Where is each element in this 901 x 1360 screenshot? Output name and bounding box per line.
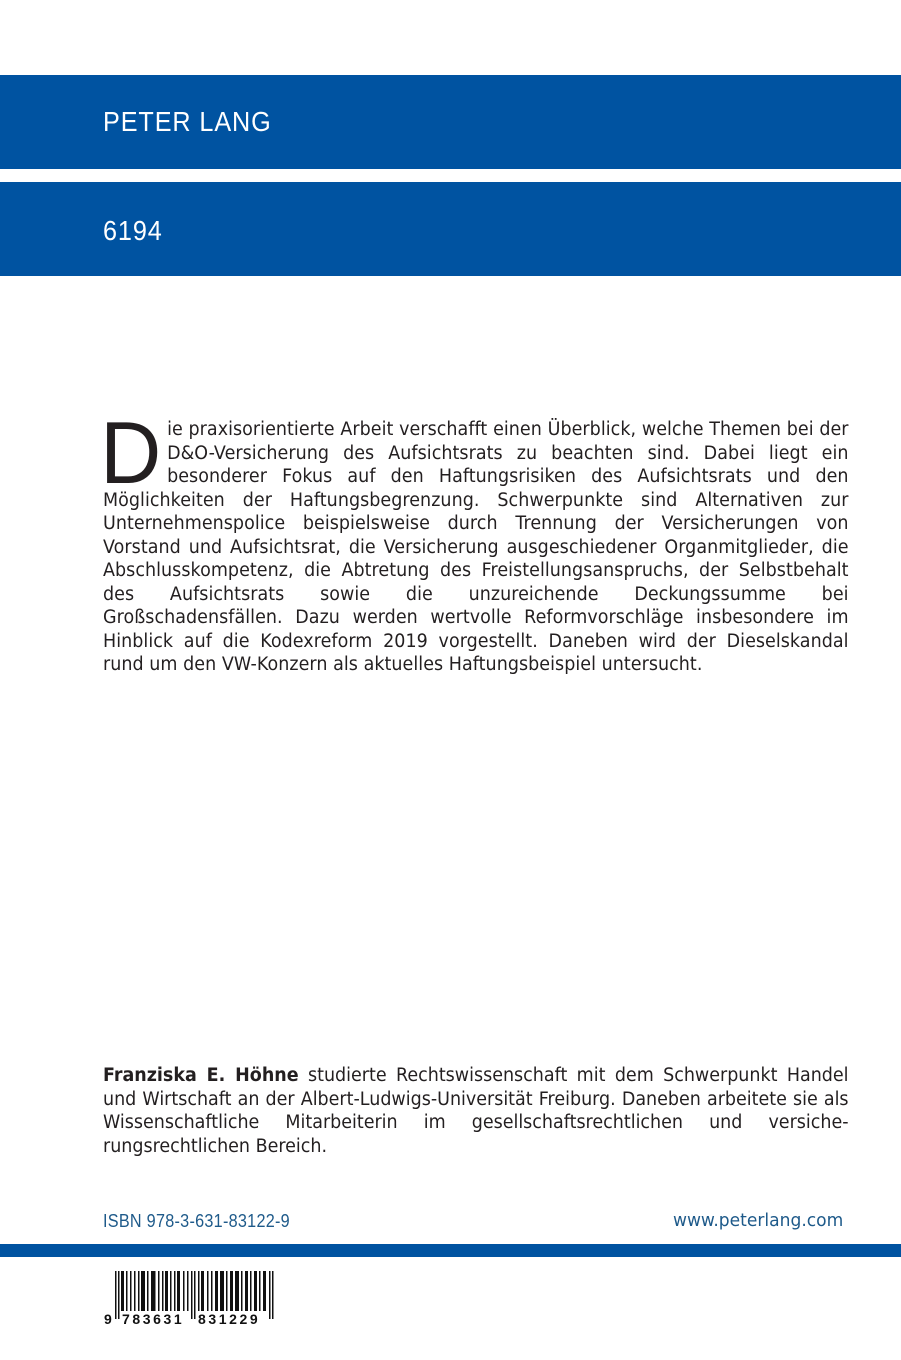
author-name: Franziska E. Höhne [103, 1065, 299, 1086]
isbn-label: ISBN 978-3-631-83122-9 [103, 1211, 290, 1231]
author-bio [103, 1064, 849, 1158]
drop-cap: D [100, 403, 162, 502]
publisher-name: PETER LANG [103, 106, 272, 137]
website-link[interactable]: www.peterlang.com [672, 1210, 843, 1231]
footer-stripe [0, 1244, 901, 1257]
publisher-band [0, 75, 901, 169]
isbn-barcode [103, 1268, 303, 1330]
barcode-right-digits: 831229 [198, 1311, 261, 1327]
blurb-text: ie praxisorientierte Arbeit verschafft einen Überblick, welche Themen bei der D&O-Versicherung des Aufsichtsrats zu beachten sind. Dabei liegt ein besonderer Fokus auf den Haftungsrisiken des Aufsichtsrats und den Möglichkeiten der Haftungsbegrenzung. Schwerpunkte sind Alternativen zur Unternehmenspolice beispielsweise durch Trennung der Versicherungen von Vorstand und Aufsichtsrat, die Versicherung ausgeschiedener Organmitglieder, die Abschlusskompetenz, die Abtretung des Freistellungsanspruchs, der Selbstbehalt des Aufsichtsrats sowie die unzureichende Deckungssumme bei Großschadensfällen. Dazu werden wertvolle Reformvorschläge insbesondere im Hinblick auf die Kodexreform 2019 vorgestellt. Daneben wird der Dieselskandal rund um den VW-Konzern als aktuelles Haftungsbeispiel untersucht. [103, 419, 849, 675]
author-bio-text: studierte Rechtswissenschaft mit dem Schwerpunkt Handel und Wirtschaft an der Albert-Ludwigs-Universität Freiburg. Daneben arbeitete sie als Wissenschaftliche Mitarbeiterin im gesellschaftsrechtlichen und versicherungsrechtlichen Bereich. [103, 1065, 849, 1157]
series-number: 6194 [103, 215, 163, 246]
barcode-left-digits: 783631 [122, 1311, 185, 1327]
barcode-lead-digit: 9 [104, 1311, 112, 1327]
book-blurb [100, 403, 849, 677]
series-band [0, 182, 901, 276]
